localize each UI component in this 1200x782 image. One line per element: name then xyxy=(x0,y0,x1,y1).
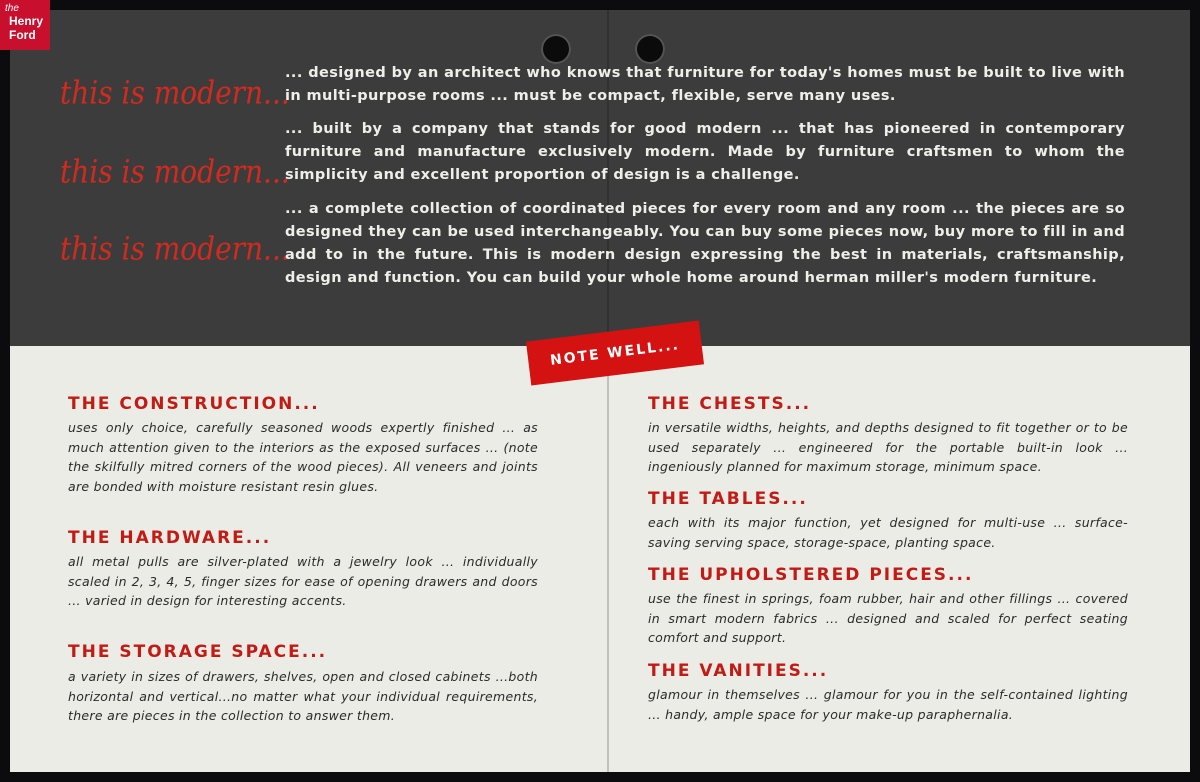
logo-line-the: the xyxy=(5,3,19,14)
section-title-upholstered-pieces: THE UPHOLSTERED PIECES... xyxy=(648,565,974,585)
henry-ford-logo xyxy=(0,0,50,50)
section-body-chests: in versatile widths, heights, and depths designed to fit together or to be used separately ... engineered for the portable built-in look ... ingeniously planned for maximum storage, minimum space. xyxy=(648,420,1128,474)
section-body-upholstered-pieces: use the finest in springs, foam rubber, hair and other fillings ... covered in smart modern fabrics ... designed and scaled for perfect seating comfort and support. xyxy=(648,591,1128,645)
section-title-tables: THE TABLES... xyxy=(648,489,808,509)
intro-paragraph-1: ... designed by an architect who knows that furniture for today's homes must be built to live with in multi-purpose rooms ... must be compact, flexible, serve many uses. xyxy=(285,65,1125,104)
punch-hole-right xyxy=(635,34,665,64)
section-body-vanities: glamour in themselves ... glamour for you in the self-contained lighting ... handy, ample space for your make-up paraphernalia. xyxy=(648,687,1128,722)
section-title-vanities: THE VANITIES... xyxy=(648,661,829,681)
section-body-hardware: all metal pulls are silver-plated with a jewelry look ... individually scaled in 2, 3, 4, 5, finger sizes for ease of opening drawers and doors ... varied in design for interesting accents. xyxy=(68,554,538,608)
intro-script-3: this is modern... xyxy=(60,229,290,268)
punch-hole-left xyxy=(541,34,571,64)
section-title-hardware: THE HARDWARE... xyxy=(68,528,272,548)
intro-script-1: this is modern... xyxy=(60,73,290,112)
logo-line-henry: Henry xyxy=(9,14,44,28)
intro-paragraph-2: ... built by a company that stands for good modern ... that has pioneered in contemporary furniture and manufacture exclusively modern. Made by furniture craftsmen to whom the simplicity and excellent proportion of design is a challenge. xyxy=(285,121,1125,183)
intro-script-2: this is modern... xyxy=(60,152,290,191)
section-title-chests: THE CHESTS... xyxy=(648,394,812,414)
section-title-storage-space: THE STORAGE SPACE... xyxy=(68,642,328,662)
section-body-construction: uses only choice, carefully seasoned woods expertly finished ... as much attention given to the interiors as the exposed surfaces ... (note the skilfully mitred corners of the wood pieces). All veneers and joints are bonded with moisture resistant resin glues. xyxy=(68,420,538,494)
intro-paragraph-3: ... a complete collection of coordinated pieces for every room and any room ... the pieces are so designed they can be used interchangeably. You can buy some pieces now, buy more to fill in and add to in the future. This is modern design expressing the best in materials, craftsmanship, design and function. You can build your whole home around herman miller's modern furniture. xyxy=(285,201,1125,286)
note-well-badge: NOTE WELL... xyxy=(526,321,704,386)
section-title-construction: THE CONSTRUCTION... xyxy=(68,394,320,414)
brochure-card xyxy=(10,10,1190,772)
section-body-tables: each with its major function, yet designed for multi-use ... surface-saving serving space, storage-space, planting space. xyxy=(648,515,1128,550)
section-body-storage-space: a variety in sizes of drawers, shelves, open and closed cabinets ...both horizontal and vertical...no matter what your individual requirements, there are pieces in the collection to answer them. xyxy=(68,669,538,723)
logo-line-ford: Ford xyxy=(9,28,36,42)
